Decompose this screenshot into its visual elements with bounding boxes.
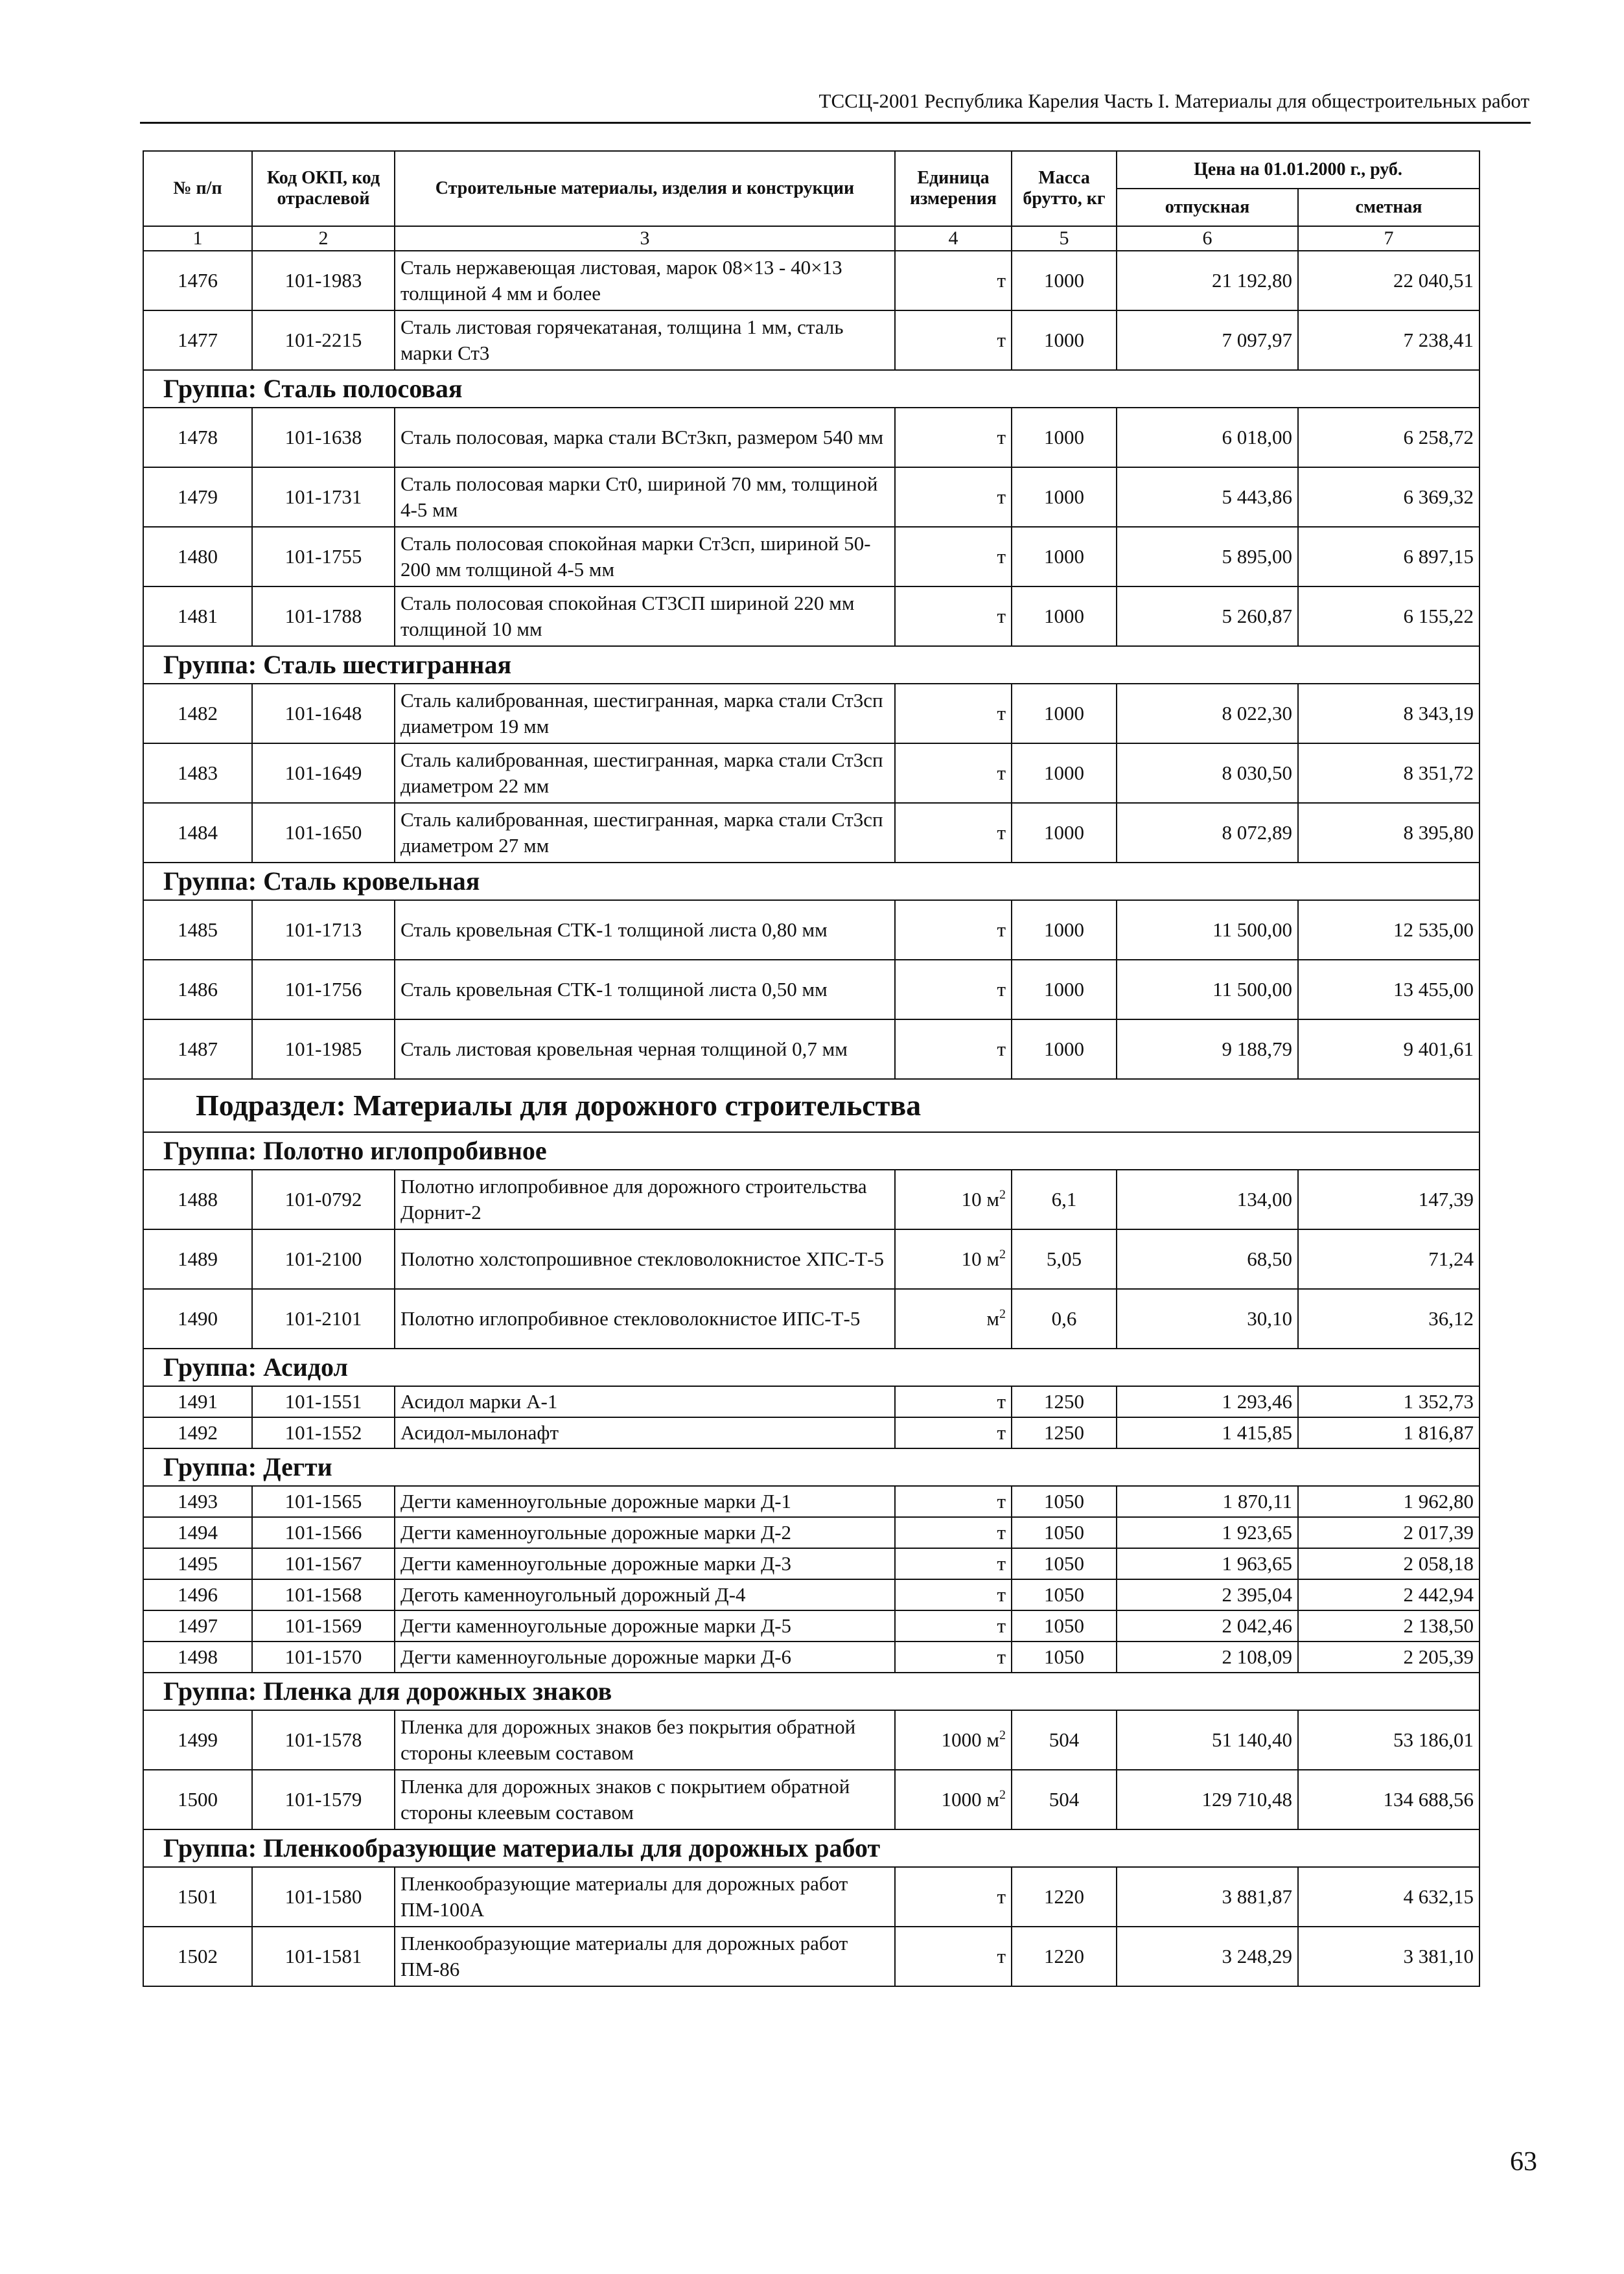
unit-of-measure: т [895,408,1012,467]
unit-of-measure: т [895,743,1012,803]
col-header-price-estimate: сметная [1298,189,1479,226]
group-heading-row [143,1673,1479,1710]
col-header-unit: Единица измерения [895,151,1012,226]
table-row [143,527,1479,586]
row-number: 1500 [143,1770,252,1829]
gross-mass: 1000 [1012,408,1117,467]
release-price: 6 018,00 [1117,408,1298,467]
unit-of-measure: т [895,1486,1012,1517]
gross-mass: 504 [1012,1710,1117,1770]
okp-code: 101-1985 [252,1019,395,1079]
column-number: 4 [895,226,1012,251]
unit-of-measure [895,1170,1012,1229]
row-number: 1495 [143,1548,252,1579]
table-row [143,1548,1479,1579]
okp-code: 101-1579 [252,1770,395,1829]
release-price: 51 140,40 [1117,1710,1298,1770]
okp-code: 101-1578 [252,1710,395,1770]
unit-of-measure [895,1289,1012,1349]
okp-code: 101-1567 [252,1548,395,1579]
release-price: 8 072,89 [1117,803,1298,863]
estimate-price: 22 040,51 [1298,251,1479,310]
group-heading-row [143,646,1479,684]
material-name: Сталь полосовая спокойная марки Ст3сп, шириной 50-200 мм толщиной 4-5 мм [395,527,895,586]
table-row [143,1417,1479,1448]
material-name: Сталь калиброванная, шестигранная, марка стали Ст3сп диаметром 27 мм [395,803,895,863]
release-price: 8 030,50 [1117,743,1298,803]
material-name: Сталь полосовая спокойная СТ3СП шириной 220 мм толщиной 10 мм [395,586,895,646]
subsection-heading-row [143,1079,1479,1132]
gross-mass: 1250 [1012,1386,1117,1417]
group-heading-row [143,370,1479,408]
gross-mass: 1000 [1012,900,1117,960]
material-name: Сталь листовая кровельная черная толщиной 0,7 мм [395,1019,895,1079]
table-row [143,960,1479,1019]
okp-code: 101-1568 [252,1579,395,1610]
row-number: 1480 [143,527,252,586]
table-row [143,1770,1479,1829]
unit-of-measure: т [895,1610,1012,1642]
unit-of-measure: т [895,1548,1012,1579]
release-price: 2 042,46 [1117,1610,1298,1642]
row-number: 1478 [143,408,252,467]
release-price: 68,50 [1117,1229,1298,1289]
table-row [143,1610,1479,1642]
unit-exponent: 2 [999,1728,1006,1743]
unit-of-measure: т [895,251,1012,310]
release-price: 7 097,97 [1117,310,1298,370]
gross-mass: 1000 [1012,310,1117,370]
estimate-price: 2 205,39 [1298,1642,1479,1673]
gross-mass: 1000 [1012,960,1117,1019]
col-header-mass: Масса брутто, кг [1012,151,1117,226]
group-heading: Группа: Пленка для дорожных знаков [143,1673,1479,1710]
gross-mass: 1220 [1012,1867,1117,1927]
okp-code: 101-1565 [252,1486,395,1517]
release-price: 9 188,79 [1117,1019,1298,1079]
table-row [143,586,1479,646]
unit-of-measure: т [895,1927,1012,1986]
release-price: 2 108,09 [1117,1642,1298,1673]
table-row [143,1710,1479,1770]
row-number: 1502 [143,1927,252,1986]
unit-of-measure: т [895,1517,1012,1548]
gross-mass: 1000 [1012,586,1117,646]
column-number: 5 [1012,226,1117,251]
estimate-price: 147,39 [1298,1170,1479,1229]
unit-exponent: 2 [999,1187,1006,1202]
release-price: 8 022,30 [1117,684,1298,743]
gross-mass: 1250 [1012,1417,1117,1448]
release-price: 3 248,29 [1117,1927,1298,1986]
gross-mass: 1000 [1012,803,1117,863]
material-name: Сталь нержавеющая листовая, марок 08×13 - 40×13 толщиной 4 мм и более [395,251,895,310]
estimate-price: 1 816,87 [1298,1417,1479,1448]
estimate-price: 2 138,50 [1298,1610,1479,1642]
okp-code: 101-1580 [252,1867,395,1927]
material-name: Асидол марки А-1 [395,1386,895,1417]
unit-of-measure: т [895,1867,1012,1927]
col-header-okp: Код ОКП, код отраслевой [252,151,395,226]
release-price: 134,00 [1117,1170,1298,1229]
column-number: 1 [143,226,252,251]
row-number: 1479 [143,467,252,527]
gross-mass: 1000 [1012,743,1117,803]
table-row [143,1579,1479,1610]
release-price: 11 500,00 [1117,900,1298,960]
gross-mass: 1000 [1012,1019,1117,1079]
unit-base: 1000 м [941,1788,999,1811]
material-name: Сталь калиброванная, шестигранная, марка стали Ст3сп диаметром 22 мм [395,743,895,803]
group-heading-row [143,1349,1479,1386]
row-number: 1487 [143,1019,252,1079]
okp-code: 101-1648 [252,684,395,743]
column-number: 2 [252,226,395,251]
material-name: Пленка для дорожных знаков с покрытием обратной стороны клеевым составом [395,1770,895,1829]
okp-code: 101-1569 [252,1610,395,1642]
okp-code: 101-1551 [252,1386,395,1417]
table-row [143,1517,1479,1548]
estimate-price: 134 688,56 [1298,1770,1479,1829]
row-number: 1489 [143,1229,252,1289]
running-header: ТССЦ-2001 Республика Карелия Часть I. Материалы для общестроительных работ [818,89,1529,112]
okp-code: 101-2100 [252,1229,395,1289]
gross-mass: 1050 [1012,1517,1117,1548]
material-name: Полотно холстопрошивное стекловолокнистое ХПС-Т-5 [395,1229,895,1289]
gross-mass: 1050 [1012,1610,1117,1642]
table-body [143,251,1479,1986]
unit-of-measure [895,1710,1012,1770]
okp-code: 101-2215 [252,310,395,370]
row-number: 1493 [143,1486,252,1517]
table-row [143,251,1479,310]
material-name: Полотно иглопробивное стекловолокнистое ИПС-Т-5 [395,1289,895,1349]
gross-mass: 1050 [1012,1642,1117,1673]
estimate-price: 6 258,72 [1298,408,1479,467]
unit-of-measure [895,1770,1012,1829]
material-name: Деготь каменноугольный дорожный Д-4 [395,1579,895,1610]
release-price: 1 870,11 [1117,1486,1298,1517]
row-number: 1501 [143,1867,252,1927]
okp-code: 101-1788 [252,586,395,646]
group-heading: Группа: Асидол [143,1349,1479,1386]
column-number: 3 [395,226,895,251]
gross-mass: 504 [1012,1770,1117,1829]
material-name: Пленкообразующие материалы для дорожных работ ПМ-100А [395,1867,895,1927]
estimate-price: 8 395,80 [1298,803,1479,863]
row-number: 1488 [143,1170,252,1229]
table-row [143,803,1479,863]
estimate-price: 9 401,61 [1298,1019,1479,1079]
unit-of-measure: т [895,684,1012,743]
estimate-price: 12 535,00 [1298,900,1479,960]
unit-of-measure: т [895,527,1012,586]
release-price: 1 963,65 [1117,1548,1298,1579]
table-row [143,1229,1479,1289]
row-number: 1484 [143,803,252,863]
page-number: 63 [1510,2147,1537,2177]
gross-mass: 1000 [1012,527,1117,586]
unit-of-measure [895,1229,1012,1289]
column-number: 7 [1298,226,1479,251]
column-number: 6 [1117,226,1298,251]
material-name: Дегти каменноугольные дорожные марки Д-5 [395,1610,895,1642]
unit-exponent: 2 [999,1306,1006,1321]
release-price: 1 415,85 [1117,1417,1298,1448]
unit-of-measure: т [895,1019,1012,1079]
estimate-price: 7 238,41 [1298,310,1479,370]
row-number: 1482 [143,684,252,743]
estimate-price: 2 058,18 [1298,1548,1479,1579]
row-number: 1492 [143,1417,252,1448]
estimate-price: 6 897,15 [1298,527,1479,586]
okp-code: 101-1731 [252,467,395,527]
okp-code: 101-1756 [252,960,395,1019]
okp-code: 101-1570 [252,1642,395,1673]
estimate-price: 1 352,73 [1298,1386,1479,1417]
gross-mass: 5,05 [1012,1229,1117,1289]
unit-of-measure: т [895,1579,1012,1610]
material-name: Сталь листовая горячекатаная, толщина 1 мм, сталь марки Ст3 [395,310,895,370]
table-row [143,1642,1479,1673]
price-table [143,150,1480,1987]
unit-base: м [986,1307,999,1330]
gross-mass: 1050 [1012,1579,1117,1610]
unit-of-measure: т [895,803,1012,863]
row-number: 1486 [143,960,252,1019]
estimate-price: 6 369,32 [1298,467,1479,527]
release-price: 5 260,87 [1117,586,1298,646]
group-heading-row [143,1448,1479,1486]
material-name: Сталь полосовая, марка стали ВСт3кп, размером 540 мм [395,408,895,467]
material-name: Сталь полосовая марки Ст0, шириной 70 мм, толщиной 4-5 мм [395,467,895,527]
material-name: Сталь кровельная СТК-1 толщиной листа 0,80 мм [395,900,895,960]
column-number-row [143,226,1479,251]
estimate-price: 8 351,72 [1298,743,1479,803]
material-name: Дегти каменноугольные дорожные марки Д-6 [395,1642,895,1673]
estimate-price: 36,12 [1298,1289,1479,1349]
row-number: 1491 [143,1386,252,1417]
material-name: Пленка для дорожных знаков без покрытия обратной стороны клеевым составом [395,1710,895,1770]
table-row [143,1386,1479,1417]
table-row [143,310,1479,370]
table-row [143,1867,1479,1927]
row-number: 1498 [143,1642,252,1673]
release-price: 2 395,04 [1117,1579,1298,1610]
unit-exponent: 2 [999,1787,1006,1802]
gross-mass: 1050 [1012,1486,1117,1517]
okp-code: 101-1552 [252,1417,395,1448]
gross-mass: 6,1 [1012,1170,1117,1229]
header-rule [140,122,1531,124]
table-row [143,408,1479,467]
okp-code: 101-0792 [252,1170,395,1229]
subsection-heading: Подраздел: Материалы для дорожного строительства [143,1079,1479,1132]
material-name: Дегти каменноугольные дорожные марки Д-2 [395,1517,895,1548]
table-row [143,1486,1479,1517]
okp-code: 101-1650 [252,803,395,863]
group-heading-row [143,1829,1479,1867]
unit-of-measure: т [895,467,1012,527]
col-header-price-release: отпускная [1117,189,1298,226]
table-row [143,467,1479,527]
material-name: Сталь калиброванная, шестигранная, марка стали Ст3сп диаметром 19 мм [395,684,895,743]
material-name: Дегти каменноугольные дорожные марки Д-1 [395,1486,895,1517]
row-number: 1497 [143,1610,252,1642]
row-number: 1496 [143,1579,252,1610]
okp-code: 101-1566 [252,1517,395,1548]
row-number: 1476 [143,251,252,310]
release-price: 5 895,00 [1117,527,1298,586]
col-header-num: № п/п [143,151,252,226]
group-heading: Группа: Сталь шестигранная [143,646,1479,684]
group-heading: Группа: Сталь полосовая [143,370,1479,408]
release-price: 1 923,65 [1117,1517,1298,1548]
table-row [143,1019,1479,1079]
group-heading: Группа: Полотно иглопробивное [143,1132,1479,1170]
gross-mass: 1050 [1012,1548,1117,1579]
gross-mass: 1220 [1012,1927,1117,1986]
unit-base: 10 м [961,1188,999,1211]
release-price: 3 881,87 [1117,1867,1298,1927]
row-number: 1490 [143,1289,252,1349]
estimate-price: 8 343,19 [1298,684,1479,743]
col-header-price-group: Цена на 01.01.2000 г., руб. [1117,151,1479,189]
unit-of-measure: т [895,900,1012,960]
estimate-price: 6 155,22 [1298,586,1479,646]
row-number: 1483 [143,743,252,803]
unit-of-measure: т [895,1417,1012,1448]
release-price: 21 192,80 [1117,251,1298,310]
material-name: Полотно иглопробивное для дорожного строительства Дорнит-2 [395,1170,895,1229]
group-heading-row [143,1132,1479,1170]
unit-of-measure: т [895,960,1012,1019]
gross-mass: 1000 [1012,684,1117,743]
material-name: Пленкообразующие материалы для дорожных работ ПМ-86 [395,1927,895,1986]
row-number: 1499 [143,1710,252,1770]
unit-base: 10 м [961,1247,999,1270]
okp-code: 101-1983 [252,251,395,310]
release-price: 129 710,48 [1117,1770,1298,1829]
okp-code: 101-1713 [252,900,395,960]
okp-code: 101-1638 [252,408,395,467]
estimate-price: 2 442,94 [1298,1579,1479,1610]
estimate-price: 53 186,01 [1298,1710,1479,1770]
unit-of-measure: т [895,586,1012,646]
row-number: 1477 [143,310,252,370]
table-row [143,1927,1479,1986]
row-number: 1481 [143,586,252,646]
estimate-price: 4 632,15 [1298,1867,1479,1927]
release-price: 11 500,00 [1117,960,1298,1019]
col-header-name: Строительные материалы, изделия и конструкции [395,151,895,226]
material-name: Сталь кровельная СТК-1 толщиной листа 0,50 мм [395,960,895,1019]
estimate-price: 71,24 [1298,1229,1479,1289]
unit-base: 1000 м [941,1728,999,1751]
row-number: 1494 [143,1517,252,1548]
gross-mass: 0,6 [1012,1289,1117,1349]
table-row [143,684,1479,743]
okp-code: 101-1581 [252,1927,395,1986]
release-price: 30,10 [1117,1289,1298,1349]
material-name: Дегти каменноугольные дорожные марки Д-3 [395,1548,895,1579]
release-price: 1 293,46 [1117,1386,1298,1417]
estimate-price: 1 962,80 [1298,1486,1479,1517]
table-row [143,1289,1479,1349]
gross-mass: 1000 [1012,467,1117,527]
unit-of-measure: т [895,1642,1012,1673]
okp-code: 101-1649 [252,743,395,803]
release-price: 5 443,86 [1117,467,1298,527]
material-name: Асидол-мылонафт [395,1417,895,1448]
unit-exponent: 2 [999,1247,1006,1262]
estimate-price: 13 455,00 [1298,960,1479,1019]
unit-of-measure: т [895,1386,1012,1417]
group-heading: Группа: Пленкообразующие материалы для дорожных работ [143,1829,1479,1867]
row-number: 1485 [143,900,252,960]
gross-mass: 1000 [1012,251,1117,310]
table-row [143,1170,1479,1229]
group-heading: Группа: Дегти [143,1448,1479,1486]
group-heading-row [143,863,1479,900]
estimate-price: 2 017,39 [1298,1517,1479,1548]
group-heading: Группа: Сталь кровельная [143,863,1479,900]
unit-of-measure: т [895,310,1012,370]
estimate-price: 3 381,10 [1298,1927,1479,1986]
table-row [143,743,1479,803]
okp-code: 101-1755 [252,527,395,586]
table-row [143,900,1479,960]
okp-code: 101-2101 [252,1289,395,1349]
